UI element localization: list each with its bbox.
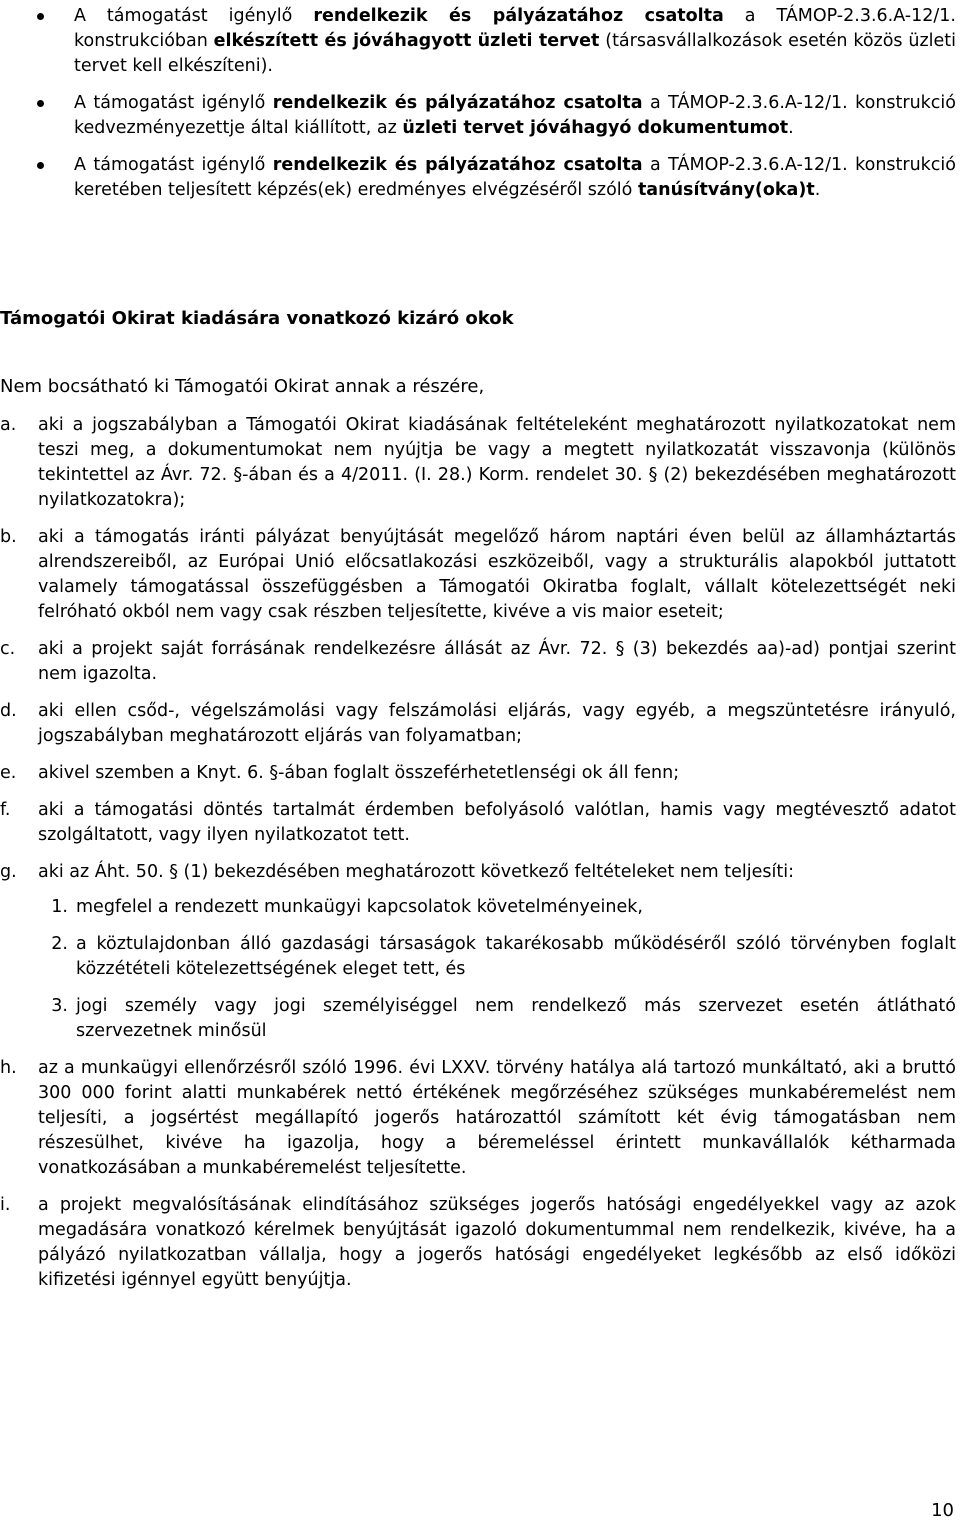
item-letter: d. [0, 701, 17, 721]
item-text: aki a projekt saját forrásának rendelkezésre állását az Ávr. 72. § (3) bekezdés aa)-ad) pontjai szerint nem igazolta. [38, 639, 956, 684]
requirement-bullet [0, 4, 960, 79]
requirement-bullet [0, 91, 960, 141]
item-letter: h. [0, 1058, 17, 1078]
sub-item-number: 1. [51, 897, 68, 917]
item-text: aki az Áht. 50. § (1) bekezdésében meghatározott következő feltételeket nem teljesíti: [38, 862, 795, 882]
bullet-text-part: A támogatást igénylő [74, 155, 273, 175]
item-text: az a munkaügyi ellenőrzésről szóló 1996. évi LXXV. törvény hatálya alá tartozó munkáltató, aki a bruttó 300 000 forint alatti munkabérek nettó értékének megőrzéséhez szükséges munkabéremelést nem teljesíti, a jogsértést megállapító jogerős határozattól számított két évig támogatásban nem részesülhet, kivéve ha igazolja, hogy a béremeléssel érintett munkavállalók kétharmada vonatkozásában a munkabéremelést teljesítette. [38, 1058, 956, 1178]
bullet-text-bold: rendelkezik és pályázatához csatolta [272, 93, 643, 113]
bullet-dot-icon [37, 13, 44, 20]
bullet-text-bold: tanúsítvány(oka)t [637, 180, 815, 200]
sub-item-text: megfelel a rendezett munkaügyi kapcsolatok követelményeinek, [76, 897, 643, 917]
list-item [0, 798, 960, 848]
bullet-text-part: A támogatást igénylő [74, 93, 273, 113]
list-item [0, 860, 960, 1044]
item-text: aki a jogszabályban a Támogatói Okirat kiadásának feltételeként meghatározott nyilatkozatokat nem teszi meg, a dokumentumokat nem nyújtja be vagy a megtett nyilatkozatát visszavonja (különös tekintettel az Ávr. 72. §-ában és a 4/2011. (I. 28.) Korm. rendelet 30. § (2) bekezdésében meghatározott nyilatkozatokra); [38, 415, 956, 510]
bullet-dot-icon [37, 162, 44, 169]
sub-item-number: 3. [51, 996, 68, 1016]
bullet-text-bold: üzleti tervet jóváhagyó dokumentumot [402, 118, 789, 138]
bullet-text-bold: elkészített és jóváhagyott üzleti tervet [213, 31, 600, 51]
item-letter: f. [0, 800, 11, 820]
item-text: aki ellen csőd-, végelszámolási vagy felszámolási eljárás, vagy egyéb, a megszüntetésre irányuló, jogszabályban meghatározott eljárás van folyamatban; [38, 701, 956, 746]
sub-list-item [0, 994, 956, 1044]
bullet-text-bold: rendelkezik és pályázatához csatolta [272, 155, 643, 175]
sub-list-item [0, 932, 956, 982]
item-letter: i. [0, 1195, 11, 1215]
exclusion-reasons-list [0, 413, 960, 1305]
item-letter: e. [0, 763, 17, 783]
sub-list [38, 895, 956, 1044]
item-letter: c. [0, 639, 16, 659]
requirements-bullet-list [0, 4, 960, 215]
item-text: aki a támogatás iránti pályázat benyújtását megelőző három naptári éven belül az államháztartás alrendszereiből, az Európai Unió előcsatlakozási eszközeiből, vagy a strukturális alapokból juttatott valamely támogatással összefüggésben a Támogatói Okiratba foglalt, vállalt kötelezettségét neki felróható okból nem vagy csak részben teljesítette, kivéve a vis maior eseteit; [38, 527, 956, 622]
bullet-text-part: (társasvállalkozások esetén közös üzleti tervet kell elkészíteni). [74, 31, 956, 76]
bullet-text-bold: rendelkezik és pályázatához csatolta [313, 6, 724, 26]
bullet-text-part: . [814, 180, 821, 200]
list-item [0, 1056, 960, 1181]
item-letter: g. [0, 862, 17, 882]
list-item [0, 699, 960, 749]
section-heading: Támogatói Okirat kiadására vonatkozó kizáró okok [0, 308, 514, 329]
intro-text: Nem bocsátható ki Támogatói Okirat annak a részére, [0, 376, 485, 397]
sub-item-text: jogi személy vagy jogi személyiséggel nem rendelkező más szervezet esetén átlátható szervezetnek minősül [76, 996, 956, 1041]
requirement-bullet [0, 153, 960, 203]
list-item [0, 637, 960, 687]
list-item [0, 761, 960, 786]
item-text: akivel szemben a Knyt. 6. §-ában foglalt összeférhetetlenségi ok áll fenn; [38, 763, 680, 783]
list-item [0, 525, 960, 625]
bullet-text-part: a TÁMOP-2.3.6.A-12/1. konstrukció keretében teljesített képzés(ek) eredményes elvégzéséről szóló [74, 155, 956, 200]
item-letter: a. [0, 415, 17, 435]
bullet-text-part: a TÁMOP-2.3.6.A-12/1. konstrukcióban [74, 6, 956, 51]
bullet-dot-icon [37, 100, 44, 107]
bullet-text-part: . [788, 118, 794, 138]
sub-item-number: 2. [51, 934, 68, 954]
item-text: aki a támogatási döntés tartalmát érdemben befolyásoló valótlan, hamis vagy megtévesztő adatot szolgáltatott, vagy ilyen nyilatkozatot tett. [38, 800, 956, 845]
item-text: a projekt megvalósításának elindításához szükséges jogerős hatósági engedélyekkel vagy az azok megadására vonatkozó kérelmek benyújtását igazoló dokumentummal nem rendelkezik, kivéve, ha a pályázó nyilatkozatban vállalja, hogy a jogerős hatósági engedélyeket legkésőbb az első időközi kifizetési igénnyel együtt benyújtja. [38, 1195, 956, 1290]
sub-list-item [0, 895, 956, 920]
list-item [0, 1193, 960, 1293]
item-letter: b. [0, 527, 17, 547]
page-number: 10 [931, 1500, 954, 1521]
bullet-text-part: A támogatást igénylő [74, 6, 314, 26]
list-item [0, 413, 960, 513]
sub-item-text: a köztulajdonban álló gazdasági társaságok takarékosabb működéséről szóló törvényben foglalt közzétételi kötelezettségének eleget tett, és [76, 934, 956, 979]
bullet-text-part: a TÁMOP-2.3.6.A-12/1. konstrukció kedvezményezettje által kiállított, az [74, 93, 956, 138]
